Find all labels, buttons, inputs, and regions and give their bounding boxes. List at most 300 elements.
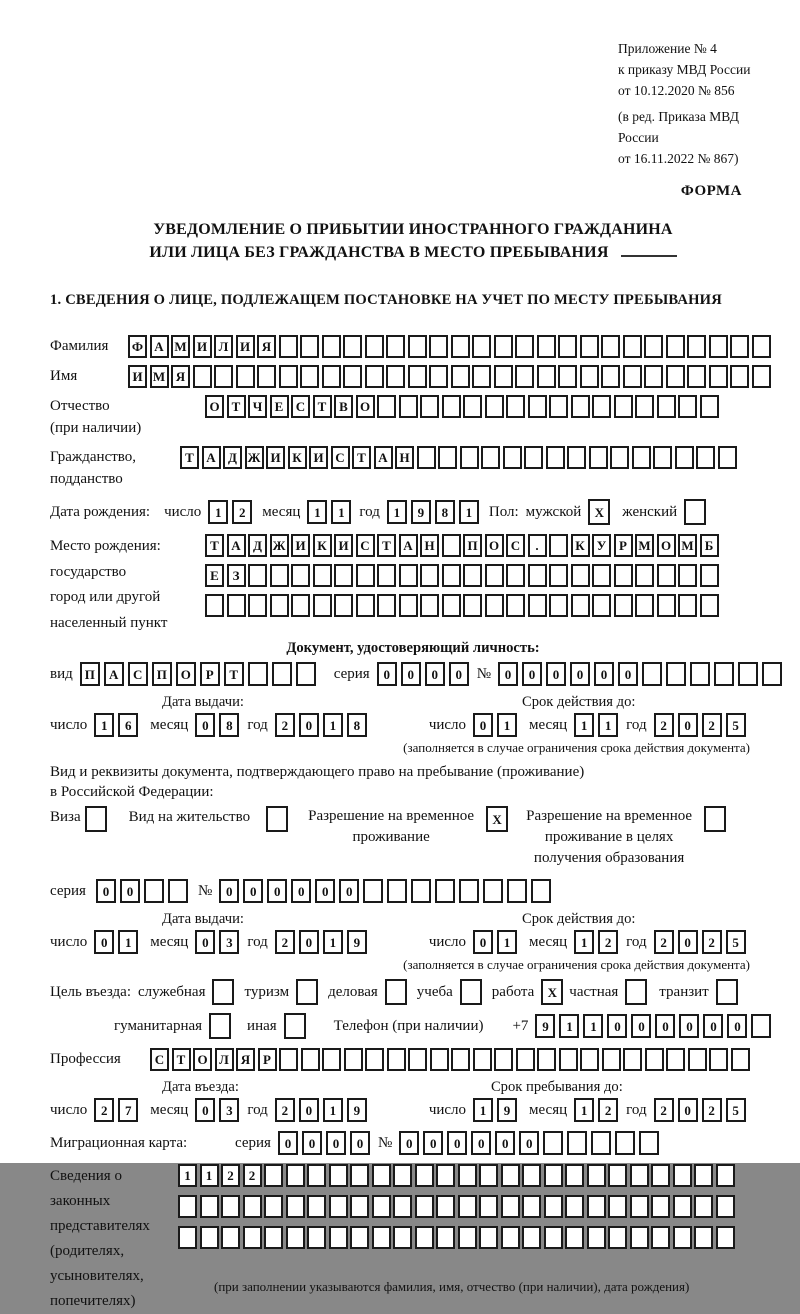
char-cell[interactable] xyxy=(762,662,782,686)
char-cell[interactable] xyxy=(356,564,375,587)
char-cell[interactable] xyxy=(651,1164,670,1187)
char-cell[interactable]: 0 xyxy=(727,1014,747,1038)
char-cell[interactable] xyxy=(602,1048,621,1071)
char-cell[interactable]: 1 xyxy=(323,713,343,737)
char-cell[interactable] xyxy=(214,365,233,388)
char-cell[interactable] xyxy=(494,335,513,358)
char-cell[interactable] xyxy=(291,564,310,587)
char-cell[interactable]: Т xyxy=(313,395,332,418)
char-cell[interactable] xyxy=(580,335,599,358)
char-cell[interactable]: 0 xyxy=(350,1131,370,1155)
char-cell[interactable]: Ж xyxy=(270,534,289,557)
char-cell[interactable]: 1 xyxy=(387,500,407,524)
char-cell[interactable] xyxy=(430,1048,449,1071)
char-cell[interactable]: 0 xyxy=(519,1131,539,1155)
char-cell[interactable]: Д xyxy=(223,446,242,469)
char-cell[interactable] xyxy=(307,1195,326,1218)
char-cell[interactable] xyxy=(473,1048,492,1071)
char-cell[interactable] xyxy=(365,1048,384,1071)
char-cell[interactable] xyxy=(580,1048,599,1071)
char-cell[interactable] xyxy=(678,564,697,587)
char-cell[interactable] xyxy=(313,564,332,587)
char-cell[interactable]: Т xyxy=(224,662,244,686)
char-cell[interactable] xyxy=(329,1164,348,1187)
char-cell[interactable] xyxy=(270,594,289,617)
char-cell[interactable] xyxy=(666,662,686,686)
char-cell[interactable]: И xyxy=(334,534,353,557)
char-cell[interactable] xyxy=(372,1164,391,1187)
char-cell[interactable] xyxy=(270,564,289,587)
char-cell[interactable]: Е xyxy=(205,564,224,587)
char-cell[interactable] xyxy=(200,1226,219,1249)
char-cell[interactable]: У xyxy=(592,534,611,557)
char-cell[interactable] xyxy=(537,365,556,388)
char-cell[interactable] xyxy=(472,365,491,388)
char-cell[interactable] xyxy=(752,365,771,388)
char-cell[interactable]: С xyxy=(291,395,310,418)
char-cell[interactable]: 0 xyxy=(195,930,215,954)
char-cell[interactable] xyxy=(356,594,375,617)
char-cell[interactable] xyxy=(417,446,436,469)
char-cell[interactable] xyxy=(377,564,396,587)
char-cell[interactable] xyxy=(458,1226,477,1249)
char-cell[interactable] xyxy=(451,1048,470,1071)
char-cell[interactable] xyxy=(645,1048,664,1071)
char-cell[interactable]: Ч xyxy=(248,395,267,418)
char-cell[interactable]: 3 xyxy=(219,930,239,954)
char-cell[interactable]: 1 xyxy=(94,713,114,737)
char-cell[interactable] xyxy=(200,1195,219,1218)
char-cell[interactable] xyxy=(644,365,663,388)
char-cell[interactable] xyxy=(227,594,246,617)
char-cell[interactable] xyxy=(408,365,427,388)
char-cell[interactable] xyxy=(350,1195,369,1218)
char-cell[interactable]: 9 xyxy=(497,1098,517,1122)
char-cell[interactable] xyxy=(678,594,697,617)
char-cell[interactable]: 0 xyxy=(302,1131,322,1155)
char-cell[interactable] xyxy=(257,365,276,388)
char-cell[interactable] xyxy=(438,446,457,469)
char-cell[interactable]: 2 xyxy=(275,713,295,737)
char-cell[interactable] xyxy=(178,1226,197,1249)
char-cell[interactable] xyxy=(666,1048,685,1071)
char-cell[interactable] xyxy=(365,365,384,388)
char-cell[interactable] xyxy=(411,879,431,903)
char-cell[interactable] xyxy=(558,335,577,358)
char-cell[interactable] xyxy=(587,1226,606,1249)
char-cell[interactable] xyxy=(544,1164,563,1187)
char-cell[interactable] xyxy=(731,1048,750,1071)
char-cell[interactable]: С xyxy=(506,534,525,557)
char-cell[interactable]: 5 xyxy=(726,713,746,737)
char-cell[interactable] xyxy=(673,1226,692,1249)
char-cell[interactable]: 1 xyxy=(574,1098,594,1122)
char-cell[interactable] xyxy=(591,1131,611,1155)
char-cell[interactable] xyxy=(690,662,710,686)
checkbox-cell[interactable] xyxy=(704,806,726,832)
char-cell[interactable] xyxy=(377,395,396,418)
char-cell[interactable]: П xyxy=(463,534,482,557)
char-cell[interactable] xyxy=(408,1048,427,1071)
char-cell[interactable]: 2 xyxy=(243,1164,262,1187)
char-cell[interactable] xyxy=(393,1226,412,1249)
char-cell[interactable]: 9 xyxy=(535,1014,555,1038)
char-cell[interactable]: 0 xyxy=(546,662,566,686)
char-cell[interactable]: О xyxy=(193,1048,212,1071)
char-cell[interactable]: 0 xyxy=(299,1098,319,1122)
char-cell[interactable] xyxy=(601,365,620,388)
char-cell[interactable]: 9 xyxy=(411,500,431,524)
char-cell[interactable]: 0 xyxy=(703,1014,723,1038)
char-cell[interactable] xyxy=(291,594,310,617)
char-cell[interactable]: 0 xyxy=(195,1098,215,1122)
char-cell[interactable]: М xyxy=(678,534,697,557)
char-cell[interactable] xyxy=(279,335,298,358)
char-cell[interactable] xyxy=(694,1195,713,1218)
char-cell[interactable] xyxy=(537,1048,556,1071)
char-cell[interactable] xyxy=(544,1195,563,1218)
char-cell[interactable] xyxy=(343,365,362,388)
char-cell[interactable]: 2 xyxy=(598,1098,618,1122)
char-cell[interactable] xyxy=(415,1195,434,1218)
char-cell[interactable]: 0 xyxy=(326,1131,346,1155)
char-cell[interactable]: С xyxy=(356,534,375,557)
char-cell[interactable]: Т xyxy=(377,534,396,557)
char-cell[interactable]: 0 xyxy=(678,1098,698,1122)
char-cell[interactable] xyxy=(463,564,482,587)
char-cell[interactable] xyxy=(565,1164,584,1187)
char-cell[interactable] xyxy=(666,365,685,388)
char-cell[interactable]: 1 xyxy=(331,500,351,524)
char-cell[interactable]: О xyxy=(657,534,676,557)
char-cell[interactable] xyxy=(567,446,586,469)
char-cell[interactable]: 2 xyxy=(654,713,674,737)
char-cell[interactable]: . xyxy=(528,534,547,557)
char-cell[interactable]: О xyxy=(356,395,375,418)
char-cell[interactable]: С xyxy=(331,446,350,469)
char-cell[interactable]: 8 xyxy=(219,713,239,737)
char-cell[interactable]: 0 xyxy=(678,713,698,737)
char-cell[interactable]: 0 xyxy=(594,662,614,686)
char-cell[interactable] xyxy=(630,1226,649,1249)
char-cell[interactable]: А xyxy=(104,662,124,686)
char-cell[interactable] xyxy=(549,395,568,418)
char-cell[interactable] xyxy=(451,365,470,388)
char-cell[interactable] xyxy=(549,534,568,557)
char-cell[interactable] xyxy=(651,1226,670,1249)
char-cell[interactable] xyxy=(592,594,611,617)
checkbox-cell[interactable]: X xyxy=(486,806,508,832)
char-cell[interactable] xyxy=(592,564,611,587)
char-cell[interactable] xyxy=(666,335,685,358)
char-cell[interactable]: 0 xyxy=(267,879,287,903)
char-cell[interactable] xyxy=(248,662,268,686)
char-cell[interactable]: М xyxy=(171,335,190,358)
char-cell[interactable] xyxy=(387,879,407,903)
char-cell[interactable]: Я xyxy=(236,1048,255,1071)
char-cell[interactable] xyxy=(286,1226,305,1249)
char-cell[interactable] xyxy=(168,879,188,903)
char-cell[interactable]: 0 xyxy=(339,879,359,903)
char-cell[interactable] xyxy=(193,365,212,388)
char-cell[interactable] xyxy=(730,335,749,358)
char-cell[interactable] xyxy=(279,365,298,388)
char-cell[interactable] xyxy=(436,1195,455,1218)
char-cell[interactable] xyxy=(485,594,504,617)
char-cell[interactable]: 2 xyxy=(654,1098,674,1122)
char-cell[interactable] xyxy=(494,1048,513,1071)
char-cell[interactable] xyxy=(709,365,728,388)
char-cell[interactable]: А xyxy=(399,534,418,557)
char-cell[interactable]: Н xyxy=(395,446,414,469)
char-cell[interactable] xyxy=(515,335,534,358)
char-cell[interactable] xyxy=(515,365,534,388)
char-cell[interactable] xyxy=(501,1164,520,1187)
char-cell[interactable] xyxy=(615,1131,635,1155)
checkbox-cell[interactable] xyxy=(684,499,706,525)
char-cell[interactable] xyxy=(630,1164,649,1187)
char-cell[interactable] xyxy=(463,594,482,617)
char-cell[interactable] xyxy=(300,335,319,358)
char-cell[interactable]: 1 xyxy=(497,930,517,954)
char-cell[interactable] xyxy=(614,564,633,587)
char-cell[interactable]: 1 xyxy=(307,500,327,524)
char-cell[interactable]: Т xyxy=(227,395,246,418)
char-cell[interactable] xyxy=(694,1164,713,1187)
char-cell[interactable]: 0 xyxy=(678,930,698,954)
char-cell[interactable] xyxy=(700,395,719,418)
char-cell[interactable]: 0 xyxy=(471,1131,491,1155)
char-cell[interactable] xyxy=(589,446,608,469)
char-cell[interactable]: К xyxy=(288,446,307,469)
checkbox-cell[interactable]: X xyxy=(588,499,610,525)
char-cell[interactable] xyxy=(716,1164,735,1187)
char-cell[interactable] xyxy=(501,1226,520,1249)
char-cell[interactable]: 5 xyxy=(726,1098,746,1122)
char-cell[interactable] xyxy=(221,1195,240,1218)
char-cell[interactable] xyxy=(472,335,491,358)
char-cell[interactable] xyxy=(522,1226,541,1249)
char-cell[interactable]: 8 xyxy=(347,713,367,737)
char-cell[interactable] xyxy=(494,365,513,388)
char-cell[interactable]: Я xyxy=(257,335,276,358)
char-cell[interactable] xyxy=(543,1131,563,1155)
checkbox-cell[interactable] xyxy=(296,979,318,1005)
char-cell[interactable] xyxy=(243,1195,262,1218)
char-cell[interactable] xyxy=(483,879,503,903)
char-cell[interactable]: 0 xyxy=(425,662,445,686)
char-cell[interactable]: И xyxy=(236,335,255,358)
char-cell[interactable]: А xyxy=(374,446,393,469)
checkbox-cell[interactable] xyxy=(625,979,647,1005)
char-cell[interactable] xyxy=(442,395,461,418)
char-cell[interactable] xyxy=(623,1048,642,1071)
char-cell[interactable]: 2 xyxy=(94,1098,114,1122)
char-cell[interactable]: 0 xyxy=(120,879,140,903)
char-cell[interactable] xyxy=(651,1195,670,1218)
char-cell[interactable]: Р xyxy=(258,1048,277,1071)
char-cell[interactable] xyxy=(687,365,706,388)
char-cell[interactable] xyxy=(399,564,418,587)
char-cell[interactable]: 0 xyxy=(401,662,421,686)
char-cell[interactable]: И xyxy=(291,534,310,557)
char-cell[interactable]: Л xyxy=(215,1048,234,1071)
char-cell[interactable] xyxy=(436,1164,455,1187)
char-cell[interactable]: 1 xyxy=(559,1014,579,1038)
char-cell[interactable] xyxy=(738,662,758,686)
char-cell[interactable] xyxy=(221,1226,240,1249)
char-cell[interactable] xyxy=(630,1195,649,1218)
char-cell[interactable]: Т xyxy=(205,534,224,557)
char-cell[interactable] xyxy=(709,335,728,358)
char-cell[interactable] xyxy=(313,594,332,617)
char-cell[interactable] xyxy=(436,1226,455,1249)
char-cell[interactable] xyxy=(716,1195,735,1218)
char-cell[interactable]: 6 xyxy=(118,713,138,737)
char-cell[interactable] xyxy=(399,594,418,617)
char-cell[interactable]: 0 xyxy=(495,1131,515,1155)
char-cell[interactable]: А xyxy=(202,446,221,469)
char-cell[interactable] xyxy=(420,564,439,587)
char-cell[interactable]: 2 xyxy=(275,1098,295,1122)
char-cell[interactable] xyxy=(286,1195,305,1218)
char-cell[interactable]: 1 xyxy=(323,930,343,954)
char-cell[interactable]: 1 xyxy=(574,930,594,954)
char-cell[interactable] xyxy=(481,446,500,469)
char-cell[interactable]: Ф xyxy=(128,335,147,358)
char-cell[interactable]: 1 xyxy=(497,713,517,737)
char-cell[interactable] xyxy=(386,365,405,388)
char-cell[interactable]: О xyxy=(176,662,196,686)
char-cell[interactable]: Е xyxy=(270,395,289,418)
char-cell[interactable] xyxy=(307,1226,326,1249)
char-cell[interactable]: 2 xyxy=(702,1098,722,1122)
char-cell[interactable]: 1 xyxy=(208,500,228,524)
char-cell[interactable] xyxy=(623,335,642,358)
char-cell[interactable] xyxy=(730,365,749,388)
char-cell[interactable] xyxy=(205,594,224,617)
checkbox-cell[interactable] xyxy=(460,979,482,1005)
char-cell[interactable] xyxy=(571,564,590,587)
char-cell[interactable]: Д xyxy=(248,534,267,557)
char-cell[interactable] xyxy=(565,1226,584,1249)
char-cell[interactable]: 2 xyxy=(232,500,252,524)
char-cell[interactable] xyxy=(485,564,504,587)
char-cell[interactable] xyxy=(300,365,319,388)
char-cell[interactable] xyxy=(272,662,292,686)
char-cell[interactable]: П xyxy=(80,662,100,686)
checkbox-cell[interactable] xyxy=(716,979,738,1005)
char-cell[interactable] xyxy=(429,335,448,358)
char-cell[interactable] xyxy=(322,365,341,388)
char-cell[interactable] xyxy=(694,1226,713,1249)
char-cell[interactable] xyxy=(700,564,719,587)
char-cell[interactable]: 2 xyxy=(654,930,674,954)
char-cell[interactable] xyxy=(528,594,547,617)
char-cell[interactable] xyxy=(642,662,662,686)
char-cell[interactable] xyxy=(709,1048,728,1071)
char-cell[interactable] xyxy=(587,1195,606,1218)
char-cell[interactable] xyxy=(329,1226,348,1249)
char-cell[interactable] xyxy=(365,335,384,358)
char-cell[interactable] xyxy=(716,1226,735,1249)
char-cell[interactable]: Л xyxy=(214,335,233,358)
char-cell[interactable] xyxy=(558,365,577,388)
char-cell[interactable] xyxy=(614,395,633,418)
char-cell[interactable] xyxy=(408,335,427,358)
char-cell[interactable] xyxy=(673,1195,692,1218)
char-cell[interactable]: С xyxy=(128,662,148,686)
char-cell[interactable] xyxy=(524,446,543,469)
char-cell[interactable]: 0 xyxy=(278,1131,298,1155)
char-cell[interactable] xyxy=(322,335,341,358)
char-cell[interactable]: 2 xyxy=(702,713,722,737)
char-cell[interactable] xyxy=(264,1164,283,1187)
char-cell[interactable]: 0 xyxy=(423,1131,443,1155)
char-cell[interactable]: 0 xyxy=(498,662,518,686)
char-cell[interactable] xyxy=(592,395,611,418)
char-cell[interactable]: Т xyxy=(352,446,371,469)
char-cell[interactable] xyxy=(363,879,383,903)
char-cell[interactable] xyxy=(537,335,556,358)
char-cell[interactable]: 0 xyxy=(522,662,542,686)
char-cell[interactable]: 1 xyxy=(178,1164,197,1187)
char-cell[interactable] xyxy=(479,1195,498,1218)
char-cell[interactable] xyxy=(420,594,439,617)
char-cell[interactable] xyxy=(372,1226,391,1249)
char-cell[interactable] xyxy=(248,594,267,617)
char-cell[interactable]: 7 xyxy=(118,1098,138,1122)
char-cell[interactable]: П xyxy=(152,662,172,686)
checkbox-cell[interactable] xyxy=(85,806,107,832)
char-cell[interactable]: 1 xyxy=(598,713,618,737)
char-cell[interactable] xyxy=(485,395,504,418)
char-cell[interactable] xyxy=(377,594,396,617)
char-cell[interactable]: М xyxy=(150,365,169,388)
char-cell[interactable]: 2 xyxy=(275,930,295,954)
char-cell[interactable] xyxy=(571,395,590,418)
char-cell[interactable] xyxy=(632,446,651,469)
char-cell[interactable]: А xyxy=(150,335,169,358)
char-cell[interactable] xyxy=(442,594,461,617)
char-cell[interactable] xyxy=(623,365,642,388)
char-cell[interactable]: 1 xyxy=(473,1098,493,1122)
char-cell[interactable] xyxy=(350,1164,369,1187)
char-cell[interactable] xyxy=(608,1226,627,1249)
char-cell[interactable]: И xyxy=(266,446,285,469)
checkbox-cell[interactable] xyxy=(266,806,288,832)
char-cell[interactable]: 5 xyxy=(726,930,746,954)
char-cell[interactable] xyxy=(675,446,694,469)
char-cell[interactable] xyxy=(458,1164,477,1187)
char-cell[interactable] xyxy=(415,1226,434,1249)
char-cell[interactable] xyxy=(657,594,676,617)
char-cell[interactable] xyxy=(751,1014,771,1038)
char-cell[interactable] xyxy=(442,534,461,557)
char-cell[interactable]: 1 xyxy=(118,930,138,954)
char-cell[interactable]: К xyxy=(313,534,332,557)
char-cell[interactable]: И xyxy=(128,365,147,388)
char-cell[interactable]: А xyxy=(227,534,246,557)
char-cell[interactable]: 0 xyxy=(315,879,335,903)
char-cell[interactable] xyxy=(442,564,461,587)
char-cell[interactable] xyxy=(531,879,551,903)
char-cell[interactable] xyxy=(549,564,568,587)
char-cell[interactable]: К xyxy=(571,534,590,557)
char-cell[interactable] xyxy=(653,446,672,469)
char-cell[interactable] xyxy=(673,1164,692,1187)
char-cell[interactable]: 0 xyxy=(399,1131,419,1155)
